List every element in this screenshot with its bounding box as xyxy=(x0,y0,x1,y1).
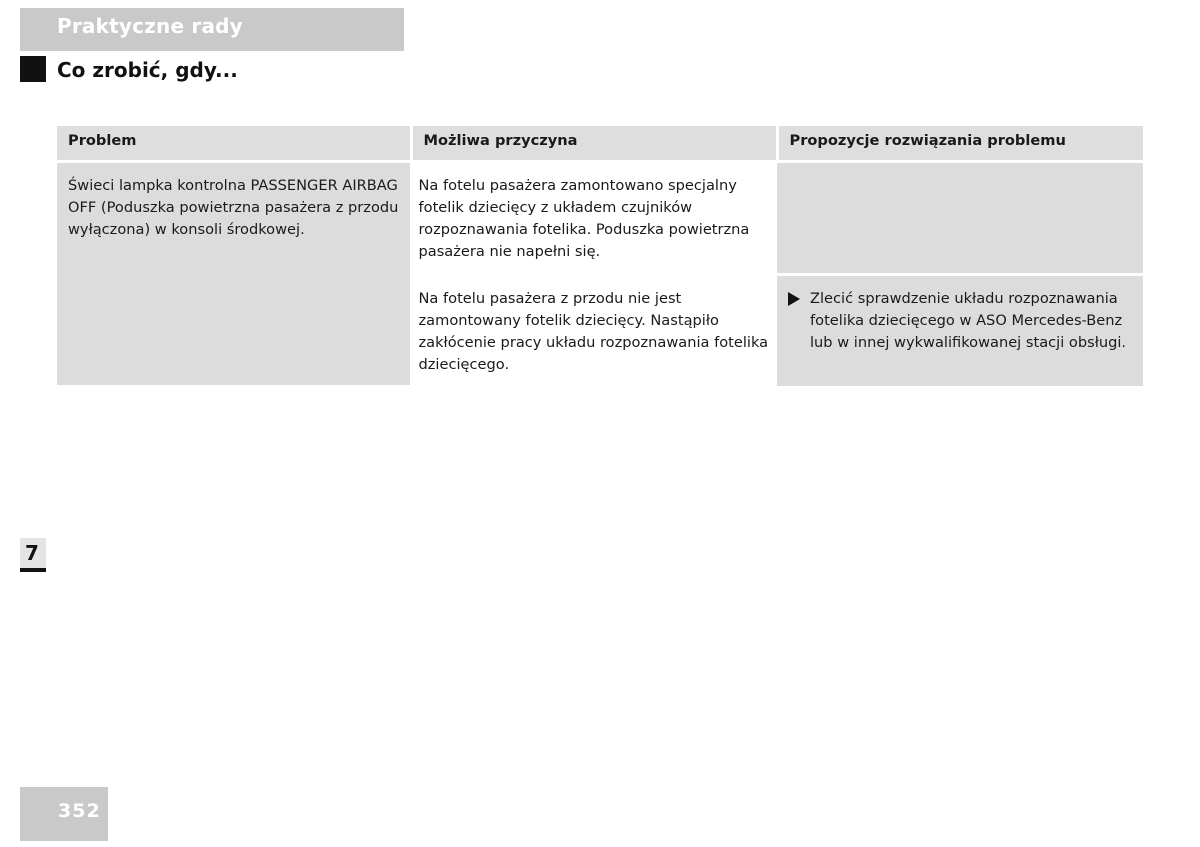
chapter-marker: 7 xyxy=(20,538,46,572)
cause-cell: Na fotelu pasażera zamontowano specjalny fotelik dziecięcy z układem czujników rozpoznawania fotelika. Poduszka powietrzna pasażera nie napełni się. xyxy=(411,162,777,275)
page-number: 352 xyxy=(20,787,108,841)
solution-cell xyxy=(777,275,1143,387)
troubleshooting-table xyxy=(57,126,1143,388)
header-cause: Możliwa przyczyna xyxy=(411,126,777,162)
header-problem: Problem xyxy=(57,126,411,162)
page-heading: Co zrobić, gdy... xyxy=(57,58,238,82)
action-item xyxy=(788,288,1137,354)
problem-cell: Świeci lampka kontrolna PASSENGER AIRBAG OFF (Poduszka powietrzna pasażera z przodu wyłączona) w konsoli środkowej. xyxy=(57,162,411,387)
solution-cell xyxy=(777,162,1143,275)
table-header-row xyxy=(57,126,1143,162)
action-text: Zlecić sprawdzenie układu rozpoznawania fotelika dziecięcego w ASO Mercedes-Benz lub w innej wykwalifikowanej stacji obsługi. xyxy=(810,290,1127,351)
triangle-arrow-icon xyxy=(788,292,800,306)
cause-cell: Na fotelu pasażera z przodu nie jest zamontowany fotelik dziecięcy. Nastąpiło zakłócenie pracy układu rozpoznawania fotelika dziecięcego. xyxy=(411,275,777,387)
header-solution: Propozycje rozwiązania problemu xyxy=(777,126,1143,162)
heading-square-marker xyxy=(20,56,46,82)
table-row xyxy=(57,162,1143,275)
section-tab: Praktyczne rady xyxy=(20,8,404,51)
